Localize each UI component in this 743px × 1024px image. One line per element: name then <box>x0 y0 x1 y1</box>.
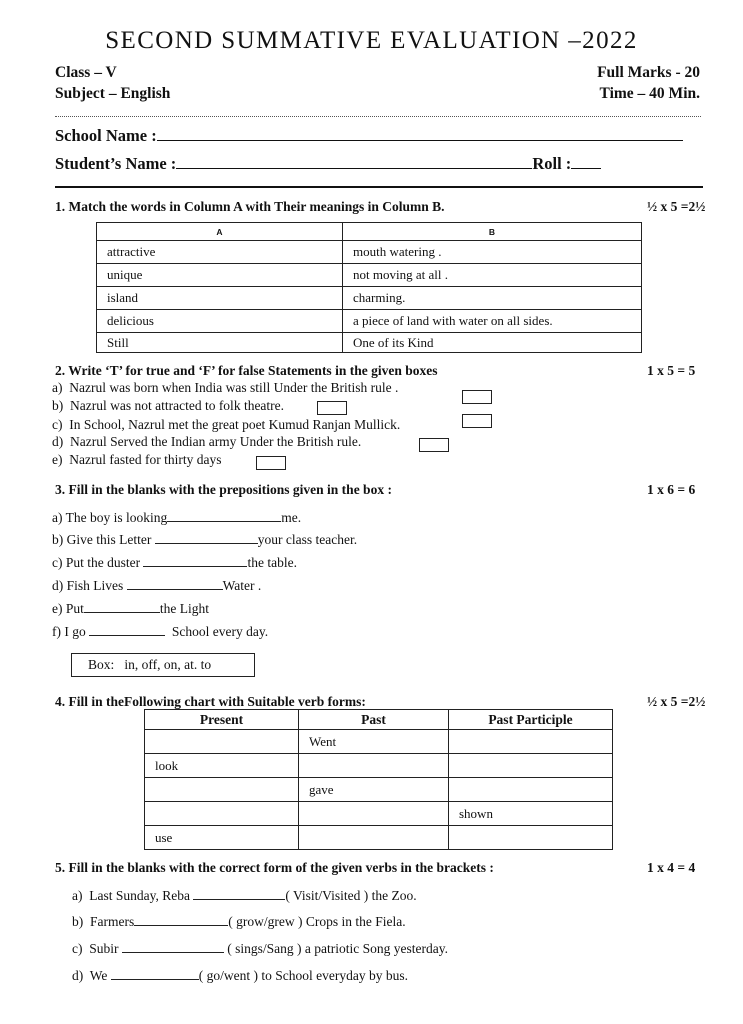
verb-cell[interactable]: Went <box>299 730 449 754</box>
preposition-item <box>52 532 357 548</box>
match-meaning: mouth watering . <box>343 241 642 264</box>
tf-item-label: a) <box>52 380 63 395</box>
item-label: b) <box>72 914 84 929</box>
answer-blank[interactable] <box>111 968 199 980</box>
tf-answer-box[interactable] <box>256 456 286 470</box>
blank-suffix: the Light <box>159 601 209 616</box>
tf-answer-box[interactable] <box>462 414 492 428</box>
verb-cell[interactable] <box>145 730 299 754</box>
verb-cell[interactable]: shown <box>449 802 613 826</box>
header-divider <box>55 116 701 117</box>
box-words: in, off, on, at. to <box>124 657 212 672</box>
tf-item <box>52 417 400 433</box>
tf-item <box>52 434 361 450</box>
tf-item-text: Nazrul was born when India was still Under the British rule . <box>69 380 399 395</box>
tf-item-text: Nazrul Served the Indian army Under the British rule. <box>70 434 362 449</box>
match-meaning: One of its Kind <box>343 333 642 353</box>
item-label: a) <box>72 888 83 903</box>
q1-title: 1. Match the words in Column A with Their meanings in Column B. <box>55 199 445 214</box>
blank-suffix: ( go/went ) to School everyday by bus. <box>198 968 409 983</box>
blank-prefix: a) The boy is looking <box>52 510 168 525</box>
blank-suffix: ( grow/grew ) Crops in the Fiela. <box>228 914 406 929</box>
tf-item <box>52 380 398 396</box>
preposition-item <box>52 624 268 640</box>
answer-blank[interactable] <box>127 578 223 590</box>
blank-suffix: the table. <box>247 555 297 570</box>
q5-title: 5. Fill in the blanks with the correct form of the given verbs in the brackets : <box>55 860 494 875</box>
preposition-item <box>52 555 297 571</box>
section-rule <box>55 186 703 188</box>
match-row <box>97 287 642 310</box>
tf-answer-box[interactable] <box>462 390 492 404</box>
q2-marks: 1 x 5 = 5 <box>647 363 696 378</box>
verb-cell[interactable]: gave <box>299 778 449 802</box>
exam-title: SECOND SUMMATIVE EVALUATION –2022 <box>105 27 638 54</box>
verb-cell[interactable] <box>449 826 613 850</box>
q2-title: 2. Write ‘T’ for true and ‘F’ for false Statements in the given boxes <box>55 363 438 378</box>
school-name-field[interactable] <box>157 127 683 141</box>
school-name-row <box>55 126 683 146</box>
q3-title: 3. Fill in the blanks with the prepositions given in the box : <box>55 482 392 497</box>
match-word: Still <box>97 333 343 353</box>
col-a-header: A <box>97 223 343 241</box>
time-allowed: Time – 40 Min. <box>599 85 700 102</box>
q4-marks: ½ x 5 =2½ <box>647 694 706 709</box>
col-b-header: B <box>343 223 642 241</box>
item-label: c) <box>72 941 83 956</box>
match-word: unique <box>97 264 343 287</box>
answer-blank[interactable] <box>193 888 285 900</box>
blank-prefix: e) Put <box>52 601 84 616</box>
verb-cell[interactable] <box>299 802 449 826</box>
school-name-label: School Name : <box>55 126 157 145</box>
present-header: Present <box>145 710 299 730</box>
blank-suffix: me. <box>281 510 302 525</box>
verb-row <box>145 730 613 754</box>
verb-row <box>145 802 613 826</box>
tf-answer-box[interactable] <box>419 438 449 452</box>
roll-field[interactable] <box>571 155 601 169</box>
full-marks: Full Marks - 20 <box>597 64 700 81</box>
blank-prefix: Last Sunday, Reba <box>89 888 190 903</box>
preposition-item <box>52 601 209 617</box>
match-row <box>97 310 642 333</box>
match-row <box>97 241 642 264</box>
tf-item-text: Nazrul was not attracted to folk theatre. <box>70 398 285 413</box>
q3-marks: 1 x 6 = 6 <box>647 482 696 497</box>
answer-blank[interactable] <box>167 510 281 522</box>
blank-prefix: d) Fish Lives <box>52 578 124 593</box>
verb-row <box>145 826 613 850</box>
answer-blank[interactable] <box>143 555 247 567</box>
box-label: Box: <box>88 657 115 672</box>
match-word: island <box>97 287 343 310</box>
verb-cell[interactable]: look <box>145 754 299 778</box>
tf-item-label: c) <box>52 417 63 432</box>
answer-blank[interactable] <box>155 532 258 544</box>
verb-header-row <box>145 710 613 730</box>
verb-cell[interactable] <box>299 754 449 778</box>
verb-cell[interactable] <box>145 802 299 826</box>
verb-row <box>145 754 613 778</box>
match-row <box>97 264 642 287</box>
blank-prefix: b) Give this Letter <box>52 532 152 547</box>
blank-prefix: f) I go <box>52 624 86 639</box>
verb-forms-table <box>144 709 613 850</box>
verb-cell[interactable] <box>449 754 613 778</box>
verb-blank-item <box>72 914 406 930</box>
blank-prefix: Farmers <box>90 914 135 929</box>
blank-suffix: your class teacher. <box>257 532 358 547</box>
subject-label: Subject – English <box>55 85 171 102</box>
verb-blank-item <box>72 941 448 957</box>
verb-row <box>145 778 613 802</box>
match-meaning: charming. <box>343 287 642 310</box>
verb-blank-item <box>72 888 417 904</box>
match-row <box>97 333 642 353</box>
verb-cell[interactable]: use <box>145 826 299 850</box>
match-meaning: not moving at all . <box>343 264 642 287</box>
tf-item-label: b) <box>52 398 64 413</box>
blank-prefix: We <box>89 968 108 983</box>
blank-suffix: ( sings/Sang ) a patriotic Song yesterday. <box>227 941 448 956</box>
tf-item <box>52 398 284 414</box>
preposition-item <box>52 578 261 594</box>
student-name-field[interactable] <box>176 155 532 169</box>
answer-blank[interactable] <box>134 914 228 926</box>
verb-cell[interactable] <box>449 778 613 802</box>
tf-item-text: In School, Nazrul met the great poet Kumud Ranjan Mullick. <box>69 417 401 432</box>
verb-cell[interactable] <box>145 778 299 802</box>
match-table <box>96 222 642 353</box>
blank-suffix: Water . <box>222 578 262 593</box>
match-word: delicious <box>97 310 343 333</box>
roll-label: Roll : <box>532 154 572 173</box>
item-label: d) <box>72 968 84 983</box>
student-name-row <box>55 154 601 174</box>
q5-marks: 1 x 4 = 4 <box>647 860 696 875</box>
student-name-label: Student’s Name : <box>55 154 177 173</box>
verb-cell[interactable] <box>449 730 613 754</box>
answer-blank[interactable] <box>84 601 160 613</box>
tf-answer-box[interactable] <box>317 401 347 415</box>
verb-cell[interactable] <box>299 826 449 850</box>
answer-blank[interactable] <box>122 941 224 953</box>
q1-marks: ½ x 5 =2½ <box>647 199 706 214</box>
verb-blank-item <box>72 968 408 984</box>
match-word: attractive <box>97 241 343 264</box>
match-header-row <box>97 223 642 241</box>
blank-suffix: School every day. <box>171 624 269 639</box>
preposition-item <box>52 510 301 526</box>
match-meaning: a piece of land with water on all sides. <box>343 310 642 333</box>
preposition-box <box>71 653 255 677</box>
q4-title: 4. Fill in theFollowing chart with Suitable verb forms: <box>55 694 366 709</box>
tf-item-label: d) <box>52 434 64 449</box>
tf-item-label: e) <box>52 452 63 467</box>
blank-suffix: ( Visit/Visited ) the Zoo. <box>285 888 417 903</box>
tf-item-text: Nazrul fasted for thirty days <box>69 452 222 467</box>
blank-prefix: c) Put the duster <box>52 555 141 570</box>
past-participle-header: Past Participle <box>449 710 613 730</box>
class-label: Class – V <box>55 64 117 81</box>
blank-prefix: Subir <box>89 941 119 956</box>
answer-blank[interactable] <box>89 624 165 636</box>
past-header: Past <box>299 710 449 730</box>
tf-item <box>52 452 221 468</box>
